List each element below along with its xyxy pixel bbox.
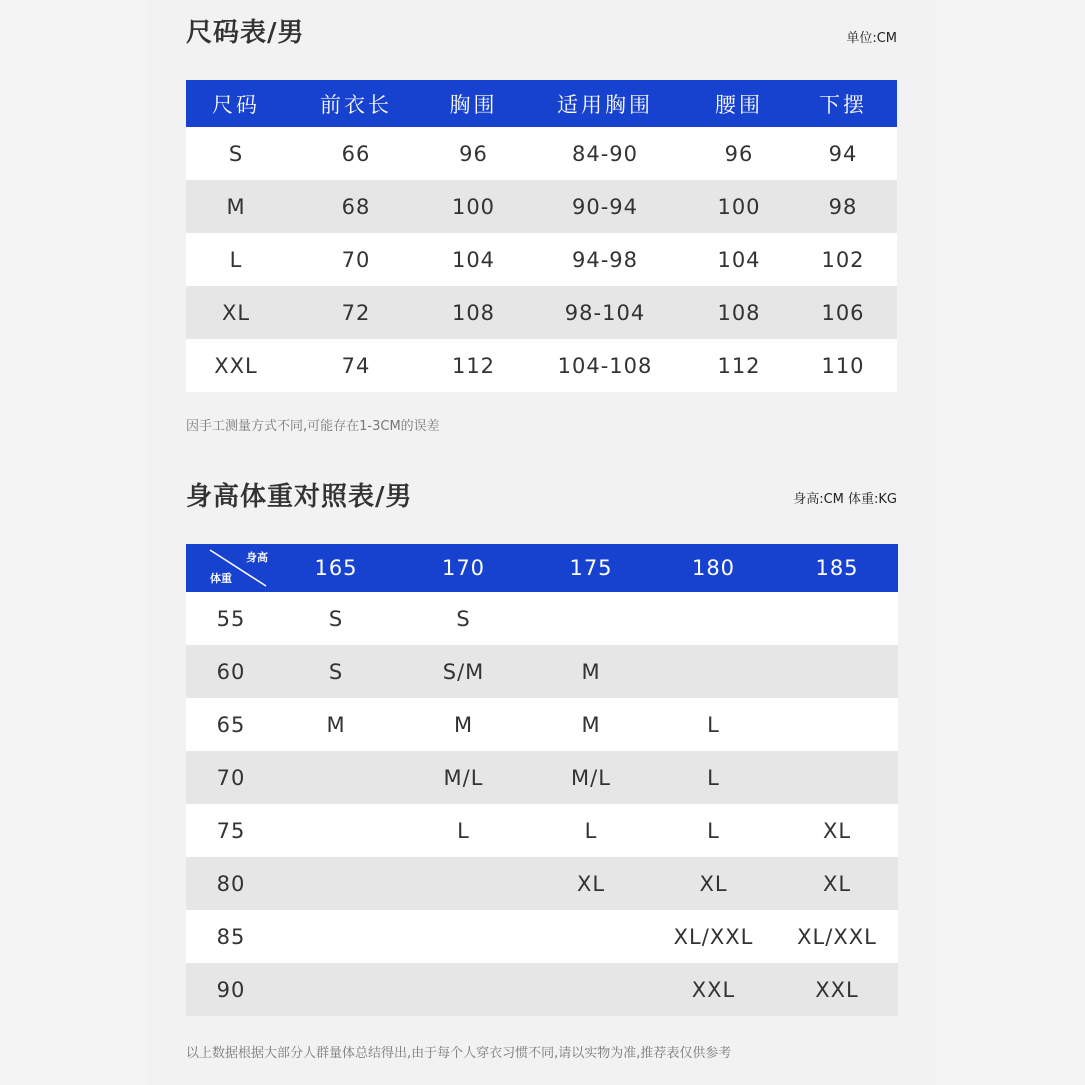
table-cell [531, 910, 651, 963]
height-header: 175 [531, 544, 651, 592]
table-cell [276, 963, 396, 1016]
table-cell: 106 [789, 286, 897, 339]
weight-cell: 65 [186, 698, 276, 751]
table-cell [651, 645, 776, 698]
weight-cell: 70 [186, 751, 276, 804]
height-header: 185 [776, 544, 898, 592]
table-cell: 108 [426, 286, 521, 339]
table-cell: 70 [286, 233, 426, 286]
table-cell: 112 [426, 339, 521, 392]
table-cell: XL [531, 857, 651, 910]
weight-cell: 55 [186, 592, 276, 645]
table-cell: 96 [689, 127, 789, 180]
table-cell: 102 [789, 233, 897, 286]
table-cell: S/M [396, 645, 531, 698]
hw-chart-unit: 身高:CM 体重:KG [793, 492, 897, 507]
table-cell [776, 698, 898, 751]
table-cell: 72 [286, 286, 426, 339]
table-cell: M [531, 645, 651, 698]
table-cell: 104 [689, 233, 789, 286]
table-row [186, 751, 898, 804]
header-front-length: 前衣长 [286, 80, 426, 127]
hw-chart-note: 以上数据根据大部分人群量体总结得出,由于每个人穿衣习惯不同,请以实物为准,推荐表仅供参考 [186, 1046, 732, 1061]
height-header: 170 [396, 544, 531, 592]
table-cell [396, 857, 531, 910]
header-size: 尺码 [186, 80, 286, 127]
corner-weight-label: 体重 [210, 572, 232, 585]
table-cell [396, 910, 531, 963]
weight-cell: 90 [186, 963, 276, 1016]
table-cell: XL [776, 857, 898, 910]
corner-header [186, 544, 276, 592]
table-cell: 96 [426, 127, 521, 180]
table-cell [276, 751, 396, 804]
table-row [186, 857, 898, 910]
table-row [186, 910, 898, 963]
table-cell: M/L [531, 751, 651, 804]
table-cell: S [396, 592, 531, 645]
weight-cell: 85 [186, 910, 276, 963]
header-hem: 下摆 [789, 80, 897, 127]
table-cell: 68 [286, 180, 426, 233]
table-cell: 100 [689, 180, 789, 233]
table-cell [276, 804, 396, 857]
table-row [186, 592, 898, 645]
table-cell [531, 963, 651, 1016]
table-cell: XL [186, 286, 286, 339]
corner-height-label: 身高 [246, 551, 268, 564]
weight-cell: 80 [186, 857, 276, 910]
hw-chart-title: 身高体重对照表/男 [186, 482, 413, 512]
header-chest: 胸围 [426, 80, 521, 127]
table-row [186, 339, 897, 392]
table-cell: XL [776, 804, 898, 857]
table-cell: XL/XXL [651, 910, 776, 963]
table-cell: M [186, 180, 286, 233]
table-cell: L [396, 804, 531, 857]
table-cell [396, 963, 531, 1016]
table-cell: 110 [789, 339, 897, 392]
size-chart-header-row [186, 80, 897, 127]
header-fit-chest: 适用胸围 [521, 80, 689, 127]
table-cell [651, 592, 776, 645]
table-cell: 84-90 [521, 127, 689, 180]
header-waist: 腰围 [689, 80, 789, 127]
table-cell: XL/XXL [776, 910, 898, 963]
table-cell: 98-104 [521, 286, 689, 339]
height-header: 165 [276, 544, 396, 592]
table-row [186, 804, 898, 857]
table-cell: M/L [396, 751, 531, 804]
table-cell: L [186, 233, 286, 286]
table-cell: 94 [789, 127, 897, 180]
table-row [186, 286, 897, 339]
height-header: 180 [651, 544, 776, 592]
table-cell: 74 [286, 339, 426, 392]
size-chart-table [186, 80, 897, 392]
table-cell: XL [651, 857, 776, 910]
hw-chart-table [186, 544, 898, 1016]
table-row [186, 127, 897, 180]
table-row [186, 698, 898, 751]
table-cell: 112 [689, 339, 789, 392]
table-cell: XXL [776, 963, 898, 1016]
table-cell: 108 [689, 286, 789, 339]
table-row [186, 645, 898, 698]
table-cell [531, 592, 651, 645]
table-cell [276, 910, 396, 963]
table-cell: M [276, 698, 396, 751]
table-row [186, 233, 897, 286]
table-cell: 94-98 [521, 233, 689, 286]
table-cell [776, 645, 898, 698]
table-cell [776, 751, 898, 804]
table-cell: XXL [186, 339, 286, 392]
table-cell: 98 [789, 180, 897, 233]
table-cell: 90-94 [521, 180, 689, 233]
table-cell: L [651, 698, 776, 751]
table-cell: S [276, 592, 396, 645]
table-cell: XXL [651, 963, 776, 1016]
table-row [186, 180, 897, 233]
table-cell: S [186, 127, 286, 180]
weight-cell: 60 [186, 645, 276, 698]
table-cell [276, 857, 396, 910]
table-cell: M [531, 698, 651, 751]
table-cell: M [396, 698, 531, 751]
weight-cell: 75 [186, 804, 276, 857]
table-cell: L [651, 804, 776, 857]
table-row [186, 963, 898, 1016]
table-cell: 100 [426, 180, 521, 233]
table-cell: 104 [426, 233, 521, 286]
table-cell: 66 [286, 127, 426, 180]
table-cell: S [276, 645, 396, 698]
table-cell: 104-108 [521, 339, 689, 392]
size-chart-note: 因手工测量方式不同,可能存在1-3CM的误差 [186, 419, 440, 434]
hw-chart-header-row [186, 544, 898, 592]
table-cell: L [651, 751, 776, 804]
table-cell [776, 592, 898, 645]
table-cell: L [531, 804, 651, 857]
size-chart-unit: 单位:CM [846, 31, 897, 46]
size-chart-title: 尺码表/男 [186, 18, 305, 48]
